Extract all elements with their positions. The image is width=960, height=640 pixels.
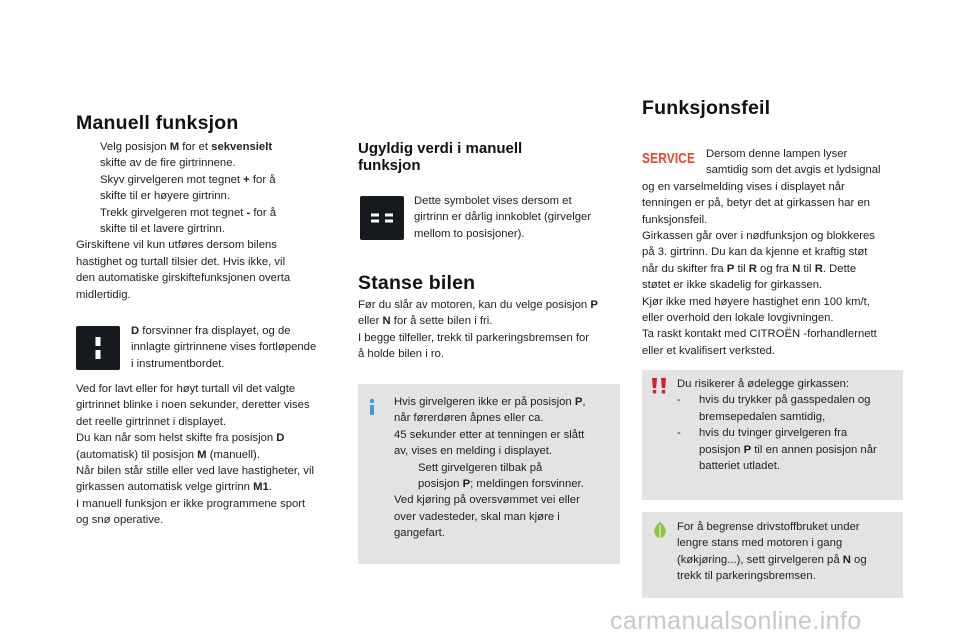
service-label: SERVICE: [642, 151, 696, 167]
stop-text: Før du slår av motoren, kan du velge posisjon P eller N for å sette bilen i fri. I begge tilfeller, trekk til parkeringsbremsen for å holde bilen i ro.: [358, 299, 598, 361]
warning-icon: [649, 377, 669, 400]
warning-box: [642, 370, 903, 500]
manual-title: Manuell funksjon: [76, 112, 239, 134]
fault-title: Funksjonsfeil: [642, 97, 771, 119]
fault-text: Dersom denne lampen lyser samtidig som det avgis et lydsignal og en varselmelding vises i displayet når tenningen er på, betyr det at girkassen har en funksjonsfeil. Girkassen går over i nødfunksjon og blokkeres på 3. girtrinn. Du kan da kjenne et kraftig støt når du skifter fra P til R og fra N til R. Dette støtet er ikke skadelig for girkassen. Kjør ikke med høyere hastighet enn 100 km/t, eller overhold den lokale lovgivningen. Ta raskt kontakt med CITROËN -forhandlernett eller et kvalifisert verksted.: [642, 148, 881, 357]
eco-box: [642, 512, 903, 598]
bullet-shift-down: Trekk girvelgeren mot tegnet - for å skifte til et lavere girtrinn.: [100, 206, 277, 236]
d-disappears-text: D forsvinner fra displayet, og de innlagte girtrinnene vises fortløpende i instrumentbordet.: [131, 325, 317, 370]
eco-box-text: For å begrense drivstoffbruket under lengre stans med motoren i gang (køkjøring...), sett girvelgeren på N og trekk til parkeringsbremsen.: [677, 521, 867, 583]
watermark: carmanualsonline.info: [610, 607, 862, 635]
info-icon: [365, 398, 379, 421]
dash-marker: -: [677, 427, 681, 440]
invalid-title: Ugyldig verdi i manuell funksjon: [358, 140, 523, 174]
info-box: [358, 384, 620, 564]
warning-item: - hvis du tvinger girvelgeren fra posisjon P til en annen posisjon når batteriet utladet.: [677, 427, 877, 473]
eco-leaf-icon: [650, 521, 670, 546]
manual-para2: Ved for lavt eller for høyt turtall vil det valgte girtrinnet blinke i noen sekunder, deretter vises det reelle girtrinnet i displayet. Du kan når som helst skifte fra posisjon D (automatisk) til posisjon M (manuell). Når bilen står stille eller ved lave hastigheter, vil girkassen automatisk velge girtrinn M1. I manuell funksjon er ikke programmene sport og snø operative.: [76, 383, 314, 527]
manual-gear-indicator-icon: [76, 326, 120, 370]
bullet-shift-up: Skyv girvelgeren mot tegnet + for å skifte til er høyere girtrinn.: [100, 173, 276, 203]
info-box-bullet: Sett girvelgeren tilbak på posisjon P; meldingen forsvinner.: [418, 461, 584, 491]
stop-title: Stanse bilen: [358, 272, 476, 294]
warning-box-text: Du risikerer å ødelegge girkassen: - hvis du trykker på gasspedalen og bremsepedalen samtidig, - hvis du tvinger girvelgeren fra posisjon P til en annen posisjon når batteriet utladet.: [677, 376, 901, 474]
invalid-gear-icon: [360, 196, 404, 240]
dash-marker: -: [677, 394, 681, 407]
info-box-text: Hvis girvelgeren ikke er på posisjon P, når førerdøren åpnes eller ca. 45 sekunder etter at tenningen er slått av, vises en melding i displayet. Sett girvelgeren tilbak på posisjon P; meldingen forsvinner. Ved kjøring på oversvømmet vei eller over vadesteder, skal man kjøre i gangefart.: [394, 394, 616, 542]
invalid-text: Dette symbolet vises dersom et girtrinn er dårlig innkoblet (girvelger mellom to posisjoner).: [414, 195, 592, 240]
manual-bullets: Velg posisjon M for et sekvensielt skifte av de fire girtrinnene. Skyv girvelgeren mot tegnet + for å skifte til er høyere girtrinn. Trekk girvelgeren mot tegnet - for å skifte til et lavere girtrinn. Girskiftene vil kun utføres dersom bilens hastighet og turtall tilsier det. Hvis ikke, vil den automatiske girskiftefunksjonen overta midlertidig.: [76, 139, 346, 303]
bullet-select-m: Velg posisjon M for et sekvensielt skifte av de fire girtrinnene.: [100, 141, 273, 170]
warning-item: - hvis du trykker på gasspedalen og bremsepedalen samtidig,: [677, 394, 871, 423]
